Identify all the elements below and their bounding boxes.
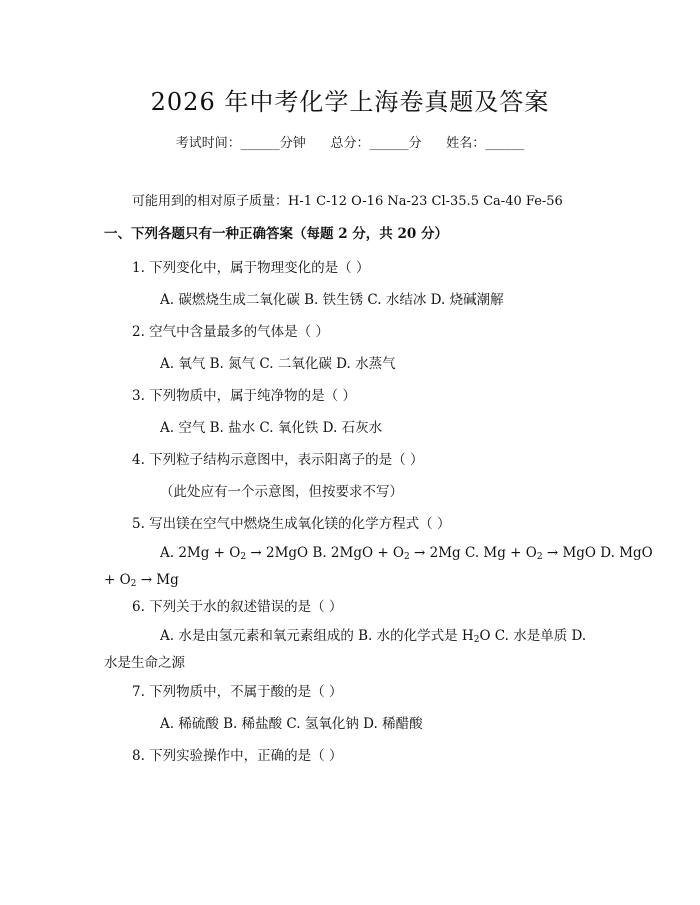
q5-subscript: 2	[536, 552, 543, 562]
question-1-options: A. 碳燃烧生成二氧化碳 B. 铁生锈 C. 水结冰 D. 烧碱潮解	[160, 292, 504, 308]
q6-subscript: 2	[473, 635, 480, 645]
q6-option-text: A. 水是由氢元素和氧元素组成的 B. 水的化学式是 H	[160, 628, 474, 644]
question-4-note: （此处应有一个示意图，但按要求不写）	[160, 484, 403, 500]
q6-option-text: O C. 水是单质 D.	[479, 628, 587, 644]
q5-subscript: 2	[404, 552, 410, 562]
atomic-mass-note: 可能用到的相对原子质量：H-1 C-12 O-16 Na-23 Cl-35.5 Ca-40 Fe-56	[132, 194, 563, 209]
question-1: 1. 下列变化中，属于物理变化的是（ ）	[132, 260, 370, 276]
q5-option-text: + O	[104, 572, 131, 588]
q5-subscript: 2	[240, 552, 247, 562]
q5-option-text: A. 2Mg + O	[160, 545, 241, 561]
q5-option-text: → MgO D. MgO	[542, 545, 653, 561]
q5-subscript: 2	[130, 579, 137, 589]
question-4: 4. 下列粒子结构示意图中，表示阳离子的是（ ）	[132, 452, 424, 468]
question-2-options: A. 氧气 B. 氮气 C. 二氧化碳 D. 水蒸气	[160, 356, 396, 372]
page-title: 2026 年中考化学上海卷真题及答案	[150, 88, 550, 116]
question-3-options: A. 空气 B. 盐水 C. 氧化铁 D. 石灰水	[160, 420, 383, 436]
exam-meta-line: 考试时间：______分钟 总分：______分 姓名：______	[175, 136, 525, 151]
question-7: 7. 下列物质中，不属于酸的是（ ）	[132, 684, 343, 700]
question-6-options	[104, 625, 587, 675]
q5-option-text: → Mg	[136, 572, 179, 588]
section-heading: 一、下列各题只有一种正确答案（每题 2 分，共 20 分）	[104, 226, 448, 242]
question-5: 5. 写出镁在空气中燃烧生成氧化镁的化学方程式（ ）	[132, 516, 451, 532]
q5-option-text: → 2MgO B. 2MgO + O	[246, 545, 404, 561]
question-2: 2. 空气中含量最多的气体是（ ）	[132, 324, 329, 340]
question-7-options: A. 稀硫酸 B. 稀盐酸 C. 氢氧化钠 D. 稀醋酸	[160, 716, 423, 732]
question-6: 6. 下列关于水的叙述错误的是（ ）	[132, 599, 343, 615]
q5-option-line2	[104, 569, 653, 596]
question-5-options	[104, 542, 653, 596]
question-3: 3. 下列物质中，属于纯净物的是（ ）	[132, 388, 356, 404]
q5-option-text: → 2Mg C. Mg + O	[409, 545, 537, 561]
q6-option-line2: 水是生命之源	[104, 655, 185, 671]
question-8: 8. 下列实验操作中，正确的是（ ）	[132, 748, 343, 764]
